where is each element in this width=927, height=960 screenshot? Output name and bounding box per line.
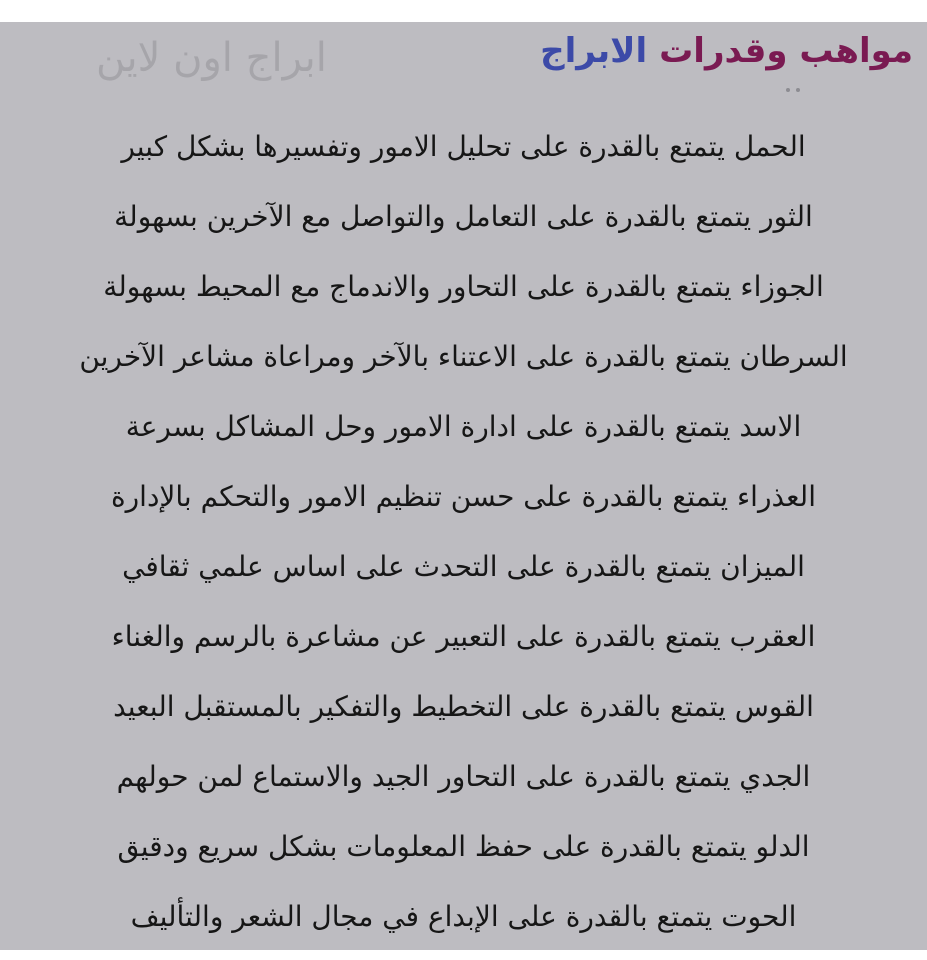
page-title: [540, 28, 913, 74]
decorative-dots: [786, 88, 806, 94]
dot: [786, 88, 790, 92]
title-part-talents: مواهب وقدرات: [659, 31, 913, 71]
list-item: الجدي يتمتع بالقدرة على التحاور الجيد والاستماع لمن حولهم: [116, 760, 811, 793]
list-item: القوس يتمتع بالقدرة على التخطيط والتفكير بالمستقبل البعيد: [113, 690, 814, 723]
list-item: الثور يتمتع بالقدرة على التعامل والتواصل مع الآخرين بسهولة: [114, 200, 813, 233]
list-item: الحوت يتمتع بالقدرة على الإبداع في مجال الشعر والتأليف: [130, 900, 797, 933]
list-item: الجوزاء يتمتع بالقدرة على التحاور والاندماج مع المحيط بسهولة: [103, 270, 824, 303]
list-item: الاسد يتمتع بالقدرة على ادارة الامور وحل المشاكل بسرعة: [125, 410, 802, 443]
card-header: [0, 22, 927, 102]
title-part-zodiac: الابراج: [540, 31, 648, 71]
list-item: الحمل يتمتع بالقدرة على تحليل الامور وتفسيرها بشكل كبير: [121, 130, 806, 163]
zodiac-card: [0, 22, 927, 950]
list-item: السرطان يتمتع بالقدرة على الاعتناء بالآخر ومراعاة مشاعر الآخرين: [79, 340, 848, 373]
list-item: العقرب يتمتع بالقدرة على التعبير عن مشاعرة بالرسم والغناء: [111, 620, 816, 653]
dot: [796, 88, 800, 92]
zodiac-talents-list: [0, 122, 927, 950]
list-item: العذراء يتمتع بالقدرة على حسن تنظيم الامور والتحكم بالإدارة: [110, 480, 816, 513]
watermark: ابراج اون لاين: [96, 35, 327, 81]
list-item: الميزان يتمتع بالقدرة على التحدث على اساس علمي ثقافي: [122, 550, 805, 583]
list-item: الدلو يتمتع بالقدرة على حفظ المعلومات بشكل سريع ودقيق: [117, 830, 810, 863]
